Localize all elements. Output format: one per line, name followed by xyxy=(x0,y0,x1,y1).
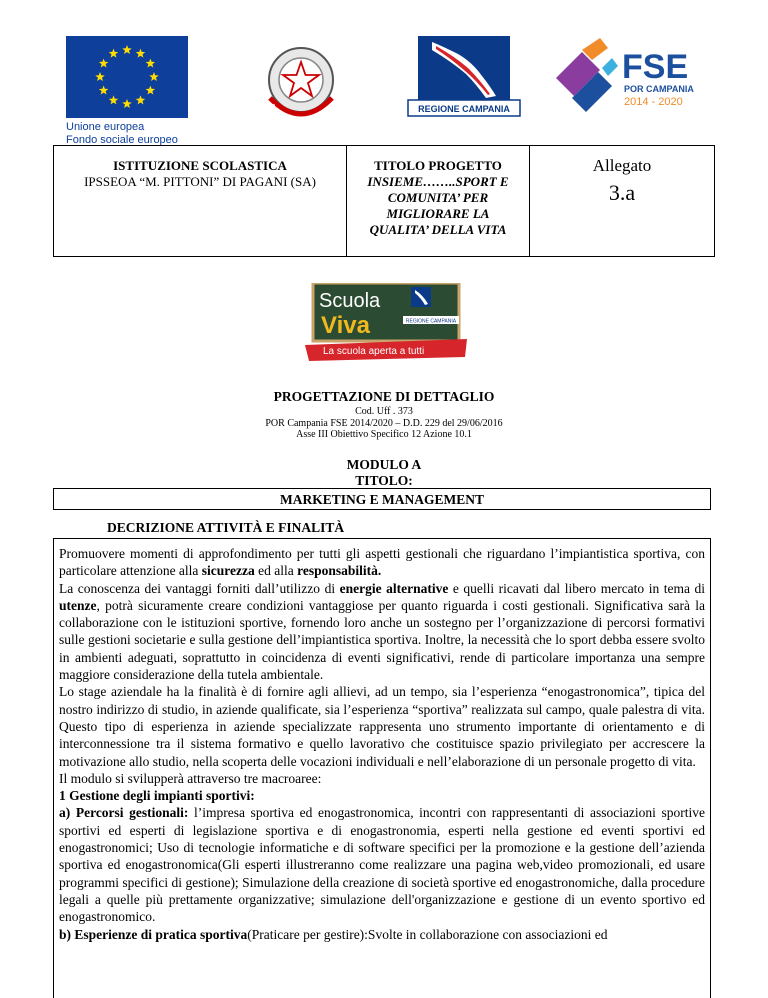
paragraph: La conoscenza dei vantaggi forniti dall’utilizzo di energie alternative e quelli ricavati dal libero mercato in tema di utenze, potrà sicuramente creare condizioni vantaggiose per quanto riguarda i costi gestionali. Significativa sarà la collaborazione con le istituzioni sportive, fornendo loro anche un sostegno per l’organizzazione di percorsi formativi sulle gestioni societarie e sulla gestione dell’impiantistica sportiva. Inoltre, la necessità che lo sport debba essere svolto in ambienti adeguati, soprattutto in coincidenza di eventi significativi, rende di particolare importanza una sempre maggiore considerazione della tutela ambientale. xyxy=(59,580,706,683)
eu-star-icon xyxy=(95,72,105,81)
italian-republic-emblem-icon xyxy=(258,38,344,130)
description-box xyxy=(53,538,711,998)
paragraph: Lo stage aziendale ha la finalità è di fornire agli allievi, ad un tempo, sia l’esperienza “enogastronomica”, tipica del nostro indirizzo di studio, in aziende qualificate, sia l’esperienza “sportiva” realizzata sul campo, quale palestra di vita. Questo tipo di esperienza in aziende specializzate rappresenta uno strumento importante di orientamento e di interconnessione tra il sistema formativo e quello lavorativo che costituisce spazio privilegiato per accrescere la motivazione allo studio, nella scoperta delle vocazioni individuali e nell’elaborazione di un personale progetto di vita. xyxy=(59,684,705,769)
progettazione-details: Cod. Uff . 373 POR Campania FSE 2014/2020 – D.D. 229 del 29/06/2016 Asse III Obiettivo Specifico 12 Azione 10.1 xyxy=(265,406,503,440)
project-title-line: QUALITA’ DELLA VITA xyxy=(369,222,507,237)
module-heading: MODULO A TITOLO: xyxy=(346,457,422,488)
project-title-line: INSIEME……..SPORT E xyxy=(367,174,509,189)
svg-text:Viva: Viva xyxy=(321,312,370,339)
project-title-cell xyxy=(347,146,530,256)
allegato-number: 3.a xyxy=(608,180,636,205)
svg-text:REGIONE CAMPANIA: REGIONE CAMPANIA xyxy=(418,104,510,114)
institution-label: ISTITUZIONE SCOLASTICA xyxy=(113,158,287,173)
project-title-line: COMUNITA’ PER xyxy=(387,190,489,205)
paragraph: b) Esperienze di pratica sportiva(Praticare per gestire):Svolte in collaborazione con associazioni ed xyxy=(59,926,608,942)
eu-star-icon xyxy=(99,59,109,68)
project-title-label: TITOLO PROGETTO xyxy=(374,158,502,173)
allegato-cell xyxy=(530,146,714,256)
eu-logo xyxy=(66,36,208,146)
eu-star-icon xyxy=(122,45,132,54)
svg-text:2014 - 2020: 2014 - 2020 xyxy=(624,96,683,108)
eu-flag-icon xyxy=(66,36,188,118)
eu-star-icon xyxy=(136,95,146,104)
eu-star-icon xyxy=(99,86,109,95)
regione-campania-logo xyxy=(402,36,526,120)
eu-star-icon xyxy=(109,95,119,104)
eu-star-icon xyxy=(146,86,156,95)
eu-star-icon xyxy=(149,72,159,81)
allegato-label: Allegato xyxy=(592,156,652,175)
subheading: 1 Gestione degli impianti sportivi: xyxy=(59,788,255,804)
fse-por-campania-logo xyxy=(552,38,712,118)
institution-cell xyxy=(54,146,347,256)
svg-text:REGIONE CAMPANIA: REGIONE CAMPANIA xyxy=(405,318,457,325)
svg-text:FSE: FSE xyxy=(622,48,689,86)
header-table xyxy=(53,145,715,257)
svg-text:POR CAMPANIA: POR CAMPANIA xyxy=(624,84,694,94)
project-title-line: MIGLIORARE LA xyxy=(386,206,490,221)
svg-text:Scuola: Scuola xyxy=(319,290,381,312)
eu-star-icon xyxy=(146,59,156,68)
svg-text:REPVBBLICA ITALIANA: REPVBBLICA ITALIANA xyxy=(268,103,328,129)
eu-star-icon xyxy=(109,49,119,58)
module-name-box: MARKETING E MANAGEMENT xyxy=(53,488,711,510)
svg-text:La scuola aperta a tutti: La scuola aperta a tutti xyxy=(323,346,425,357)
institution-name: IPSSEOA “M. PITTONI” DI PAGANI (SA) xyxy=(84,174,316,189)
paragraph: Promuovere momenti di approfondimento per tutti gli aspetti gestionali che riguardano l’impiantistica sportiva, con particolare attenzione alla sicurezza ed alla responsabilità. xyxy=(59,546,705,579)
paragraph: a) Percorsi gestionali: l’impresa sportiva ed enogastronomica, incontri con rappresentanti di associazioni sportive sportivi ed esperti di legislazione sportiva e di enogastronomia, esperti nella gestione ed eventi sportivi ed enogastronomici; Uso di tecnologie informatiche e di software specifici per la promozione e la gestione dell’azienda sportiva ed enogastronomica(Gli esperti illustreranno come realizzare una pagina web,video promozionali, ed usare programmi specifici di gestione); Simulazione della creazione di società sportive ed enogastronomiche, dalla procedure legali a quelle più prettamente organizzative; simulazione dell'organizzazione e gestione di un evento sportivo ed enogastronomico. xyxy=(59,805,706,925)
progettazione-title: PROGETTAZIONE DI DETTAGLIO xyxy=(273,389,495,404)
eu-star-icon xyxy=(122,99,132,108)
paragraph: Il modulo si svilupperà attraverso tre macroaree: xyxy=(59,770,322,786)
eu-caption: Unione europea Fondo sociale europeo xyxy=(66,121,178,146)
eu-star-icon xyxy=(136,49,146,58)
section-title: DECRIZIONE ATTIVITÀ E FINALITÀ xyxy=(107,520,345,535)
scuola-viva-logo xyxy=(305,283,467,361)
